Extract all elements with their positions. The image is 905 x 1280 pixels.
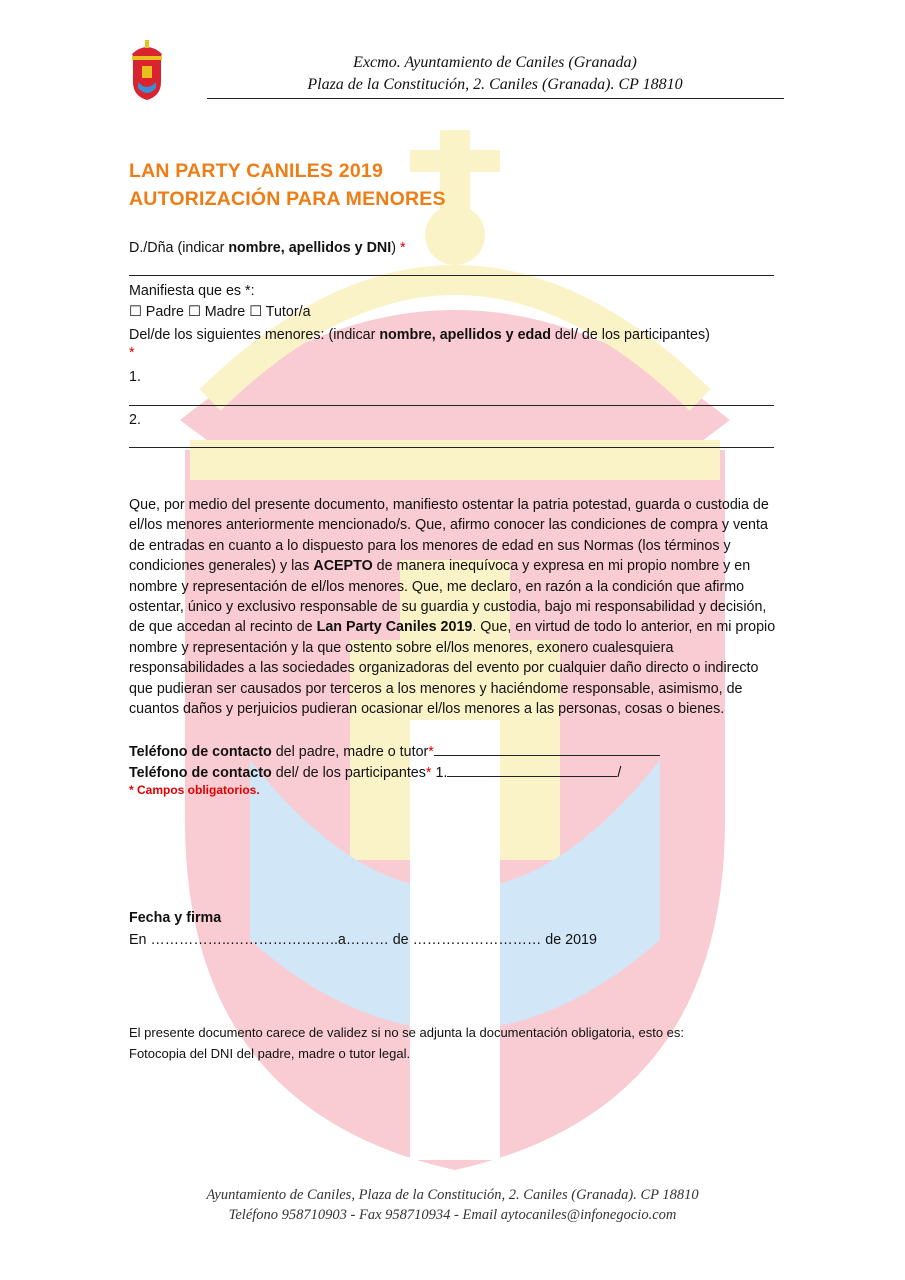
participants-phone-field[interactable] bbox=[447, 762, 617, 777]
validity-note-line-2: Fotocopia del DNI del padre, madre o tutor legal. bbox=[129, 1046, 411, 1061]
guardian-name-field[interactable] bbox=[129, 275, 774, 276]
parent-phone-field[interactable] bbox=[434, 741, 660, 756]
municipal-crest-logo bbox=[128, 38, 166, 102]
participants-phone-row: Teléfono de contacto del/ de los participantes* 1. / bbox=[129, 762, 779, 783]
minor-item-2: 2. bbox=[129, 412, 141, 428]
minors-label: Del/de los siguientes menores: (indicar nombre, apellidos y edad del/ de los participantes) bbox=[129, 327, 710, 343]
document-title: LAN PARTY CANILES 2019 bbox=[129, 160, 383, 182]
minor-2-field[interactable] bbox=[129, 447, 774, 448]
guardian-name-label: D./Dña (indicar nombre, apellidos y DNI) * bbox=[129, 240, 406, 256]
date-place-line[interactable]: En ……………..…………………..a……… de ……………………… de 2019 bbox=[129, 932, 597, 948]
document-subtitle: AUTORIZACIÓN PARA MENORES bbox=[129, 188, 446, 210]
checkbox-padre[interactable]: ☐ Padre bbox=[129, 304, 184, 320]
checkbox-madre[interactable]: ☐ Madre bbox=[187, 304, 246, 320]
required-fields-note: * Campos obligatorios. bbox=[129, 783, 260, 797]
minor-item-1: 1. bbox=[129, 369, 141, 385]
checkbox-tutor[interactable]: ☐ Tutor/a bbox=[249, 304, 311, 320]
validity-note-line-1: El presente documento carece de validez si no se adjunta la documentación obligatoria, esto es: bbox=[129, 1025, 685, 1040]
minors-required-mark: * bbox=[129, 345, 135, 361]
signature-heading: Fecha y firma bbox=[129, 910, 222, 926]
header-line-2: Plaza de la Constitución, 2. Caniles (Granada). CP 18810 bbox=[307, 76, 683, 93]
footer-contact: Teléfono 958710903 - Fax 958710934 - Email aytocaniles@infonegocio.com bbox=[228, 1207, 677, 1223]
relationship-options bbox=[129, 302, 779, 322]
header-rule bbox=[207, 98, 784, 99]
parent-phone-row: Teléfono de contacto del padre, madre o tutor* bbox=[129, 741, 779, 762]
declaration-paragraph: Que, por medio del presente documento, manifiesto ostentar la patria potestad, guarda o custodia de el/los menores anteriormente mencionado/s. Que, afirmo conocer las condiciones de compra y venta de entradas en cuanto a lo dispuesto para los menores de edad en sus Normas (los términos y condiciones generales) y las ACEPTO de manera inequívoca y expresa en mi propio nombre y en nombre y representación de el/los menores. Que, me declaro, en razón a la condición que afirmo ostentar, único y exclusivo responsable de su guardia y custodia, bajo mi responsabilidad y decisión, de que accedan al recinto de Lan Party Caniles 2019. Que, en virtud de todo lo anterior, en mi propio nombre y representación y la que ostento sobre el/los menores, exonero cualesquiera responsabilidades a las sociedades organizadoras del evento por cualquier daño directo o indirecto que pudieran ser causados por terceros a los menores y haciéndome responsable, asimismo, de cuantos daños y perjuicios pudieran ocasionar el/los menores a las personas, cosas o bienes. bbox=[129, 497, 776, 718]
header-line-1: Excmo. Ayuntamiento de Caniles (Granada) bbox=[353, 54, 637, 71]
relationship-label: Manifiesta que es *: bbox=[129, 283, 255, 299]
minor-1-field[interactable] bbox=[129, 405, 774, 406]
footer-address: Ayuntamiento de Caniles, Plaza de la Constitución, 2. Caniles (Granada). CP 18810 bbox=[206, 1187, 699, 1203]
